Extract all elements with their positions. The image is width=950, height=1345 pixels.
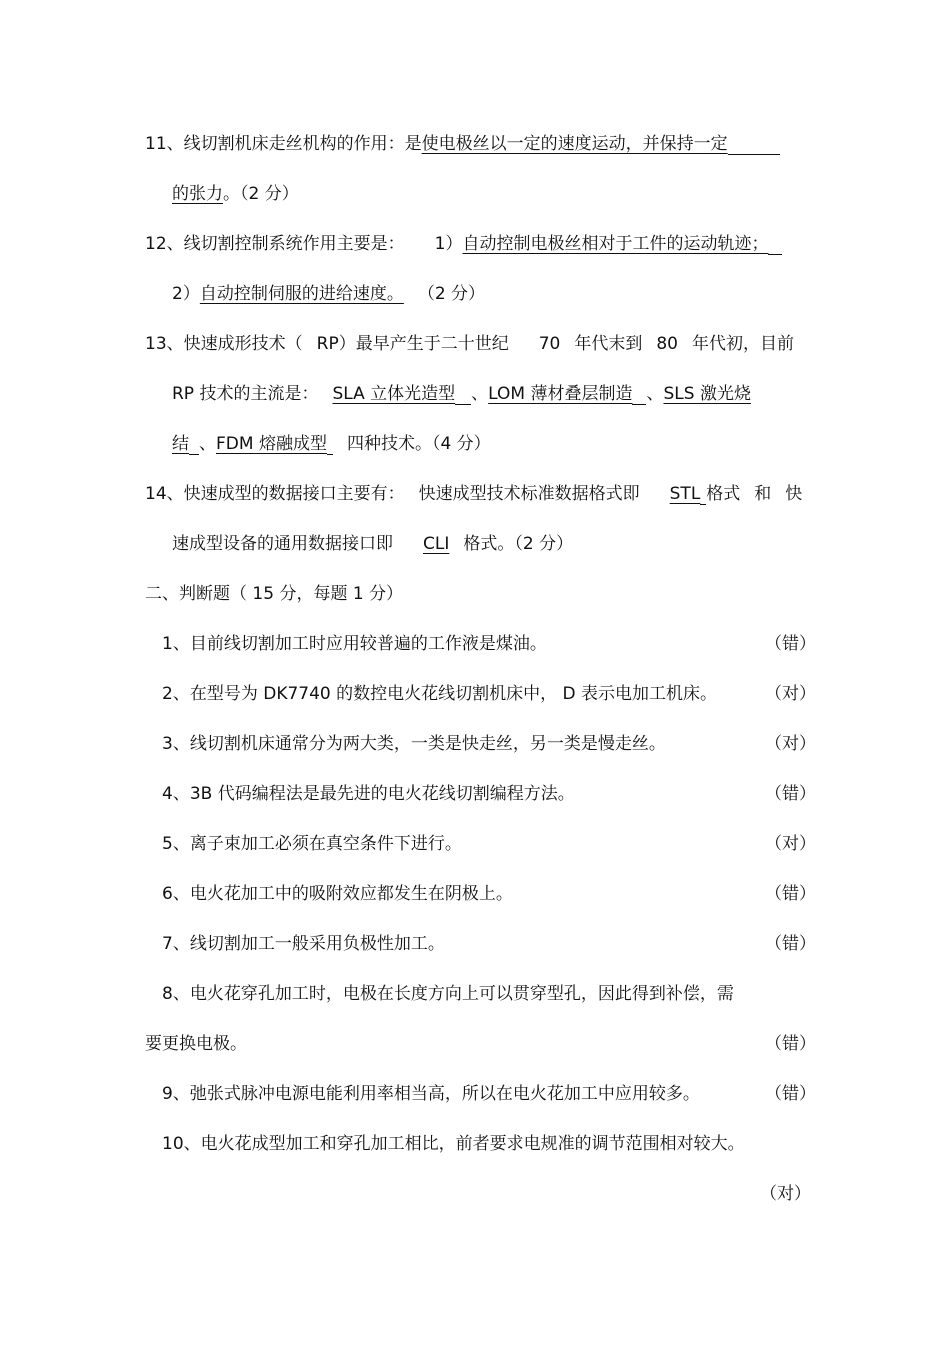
q14-line2-text: 速成型设备的通用数据接口即 <box>172 534 393 554</box>
judgment-6 <box>162 883 513 905</box>
q11-answer-cont: 的张力 <box>172 184 223 204</box>
judgment-text: 3B 代码编程法是最先进的电火花线切割编程方法。 <box>189 784 575 804</box>
section-2-title: 二、判断题（ 15 分，每题 1 分） <box>145 584 404 604</box>
q14-text3: 格式 <box>706 484 741 504</box>
judgment-5 <box>162 833 462 855</box>
judgment-number: 2、 <box>162 684 190 704</box>
judgment-text: 线切割加工一般采用负极性加工。 <box>189 934 445 954</box>
q13-text4: 年代初，目前 <box>692 334 794 354</box>
q13-line1 <box>145 333 794 355</box>
judgment-10-answer: （对） <box>760 1184 811 1204</box>
judgment-text: 离子束加工必须在真空条件下进行。 <box>189 834 462 854</box>
q13-number: 13、 <box>145 334 184 354</box>
judgment-number: 4、 <box>162 784 190 804</box>
judgment-text: 在型号为 DK7740 的数控电火花线切割机床中， D 表示电加工机床。 <box>189 684 718 704</box>
judgment-4-answer: （错） <box>765 784 816 804</box>
judgment-1 <box>162 633 547 655</box>
q14-answer-stl: STL <box>669 484 701 504</box>
q14-answer-cli: CLI <box>423 534 450 554</box>
judgment-10 <box>162 1133 745 1155</box>
q13-blank-3 <box>189 436 199 455</box>
judgment-number: 7、 <box>162 934 190 954</box>
q11-answer: 使电极丝以一定的速度运动，并保持一定 <box>421 134 728 154</box>
q12-item2-number: 2） <box>172 284 200 304</box>
q14-line1 <box>145 483 802 505</box>
judgment-2-answer: （对） <box>765 684 816 704</box>
q13-blank-1 <box>455 386 471 405</box>
q14-text4: 快 <box>785 484 803 504</box>
judgment-number: 3、 <box>162 734 190 754</box>
q13-line3 <box>172 433 491 455</box>
q12-item1-answer: 自动控制电极丝相对于工件的运动轨迹； <box>462 234 769 254</box>
q13-answer-sla: SLA 立体光造型 <box>332 384 456 404</box>
q12-tail: （2 分） <box>417 284 486 304</box>
judgment-6-answer: （错） <box>765 884 816 904</box>
q13-answer-lom: LOM 薄材叠层制造 <box>488 384 633 404</box>
judgment-text: 电火花穿孔加工时，电极在长度方向上可以贯穿型孔，因此得到补偿，需 <box>189 984 734 1004</box>
judgment-7-answer: （错） <box>765 934 816 954</box>
q13-blank-4 <box>327 436 333 455</box>
judgment-4 <box>162 783 575 805</box>
judgment-2 <box>162 683 717 705</box>
q11-number: 11、 <box>145 134 184 154</box>
judgment-8 <box>162 983 734 1005</box>
q13-text3: 年代末到 <box>574 334 643 354</box>
judgment-text: 目前线切割加工时应用较普遍的工作液是煤油。 <box>189 634 547 654</box>
q14-and: 和 <box>754 484 772 504</box>
judgment-8-answer: （错） <box>765 1034 816 1054</box>
q14-line2 <box>172 533 573 555</box>
q11-line2 <box>172 183 299 205</box>
judgment-text: 线切割机床通常分为两大类，一类是快走丝，另一类是慢走丝。 <box>189 734 666 754</box>
q12-line2 <box>172 283 485 305</box>
judgment-text: 电火花加工中的吸附效应都发生在阴极上。 <box>189 884 513 904</box>
q13-blank-2 <box>632 386 646 405</box>
judgment-9-answer: （错） <box>765 1084 816 1104</box>
q13-tail: 四种技术。（4 分） <box>346 434 491 454</box>
judgment-8-cont: 要更换电极。 <box>145 1034 247 1054</box>
judgment-number: 8、 <box>162 984 190 1004</box>
judgment-number: 1、 <box>162 634 190 654</box>
q11-line1 <box>145 133 780 155</box>
judgment-text: 电火花成型加工和穿孔加工相比，前者要求电规准的调节范围相对较大。 <box>200 1134 745 1154</box>
judgment-number: 9、 <box>162 1084 190 1104</box>
q13-70: 70 <box>538 334 561 354</box>
q14-tail: 格式。（2 分） <box>463 534 574 554</box>
q11-tail: 。（2 分） <box>223 184 299 204</box>
q13-answer-sls-cont: 结 <box>172 434 189 454</box>
judgment-9 <box>162 1083 700 1105</box>
judgment-1-answer: （错） <box>765 634 816 654</box>
q11-answer-blank <box>728 136 780 155</box>
q13-80: 80 <box>656 334 678 354</box>
judgment-7 <box>162 933 445 955</box>
q13-line2-text: RP 技术的主流是： <box>172 384 319 404</box>
judgment-3-answer: （对） <box>765 734 816 754</box>
q14-number: 14、 <box>145 484 184 504</box>
q14-text1: 快速成型的数据接口主要有： <box>183 484 405 504</box>
judgment-number: 5、 <box>162 834 190 854</box>
q12-item1-number: 1） <box>434 234 463 254</box>
q12-item1-blank <box>768 236 782 255</box>
q13-sep-1: 、 <box>471 384 489 404</box>
q13-rp: RP <box>316 334 339 354</box>
q12-item2-answer: 自动控制伺服的进给速度。 <box>199 284 404 304</box>
q12-number: 12、 <box>145 234 184 254</box>
q12-line1 <box>145 233 782 255</box>
q13-text1: 快速成形技术（ <box>183 334 303 354</box>
q14-text2: 快速成型技术标准数据格式即 <box>418 484 640 504</box>
q13-sep-3: 、 <box>199 434 216 454</box>
q13-line2 <box>172 383 751 405</box>
judgment-5-answer: （对） <box>765 834 816 854</box>
q13-answer-sls: SLS 激光烧 <box>663 384 751 404</box>
q13-answer-fdm: FDM 熔融成型 <box>216 434 327 454</box>
judgment-number: 10、 <box>162 1134 201 1154</box>
judgment-text: 弛张式脉冲电源电能利用率相当高，所以在电火花加工中应用较多。 <box>189 1084 700 1104</box>
q13-text2: ）最早产生于二十世纪 <box>338 334 509 354</box>
q11-text: 线切割机床走丝机构的作用：是 <box>183 134 422 154</box>
q13-sep-2: 、 <box>646 384 664 404</box>
judgment-number: 6、 <box>162 884 190 904</box>
judgment-3 <box>162 733 666 755</box>
q12-text: 线切割控制系统作用主要是： <box>183 234 405 254</box>
